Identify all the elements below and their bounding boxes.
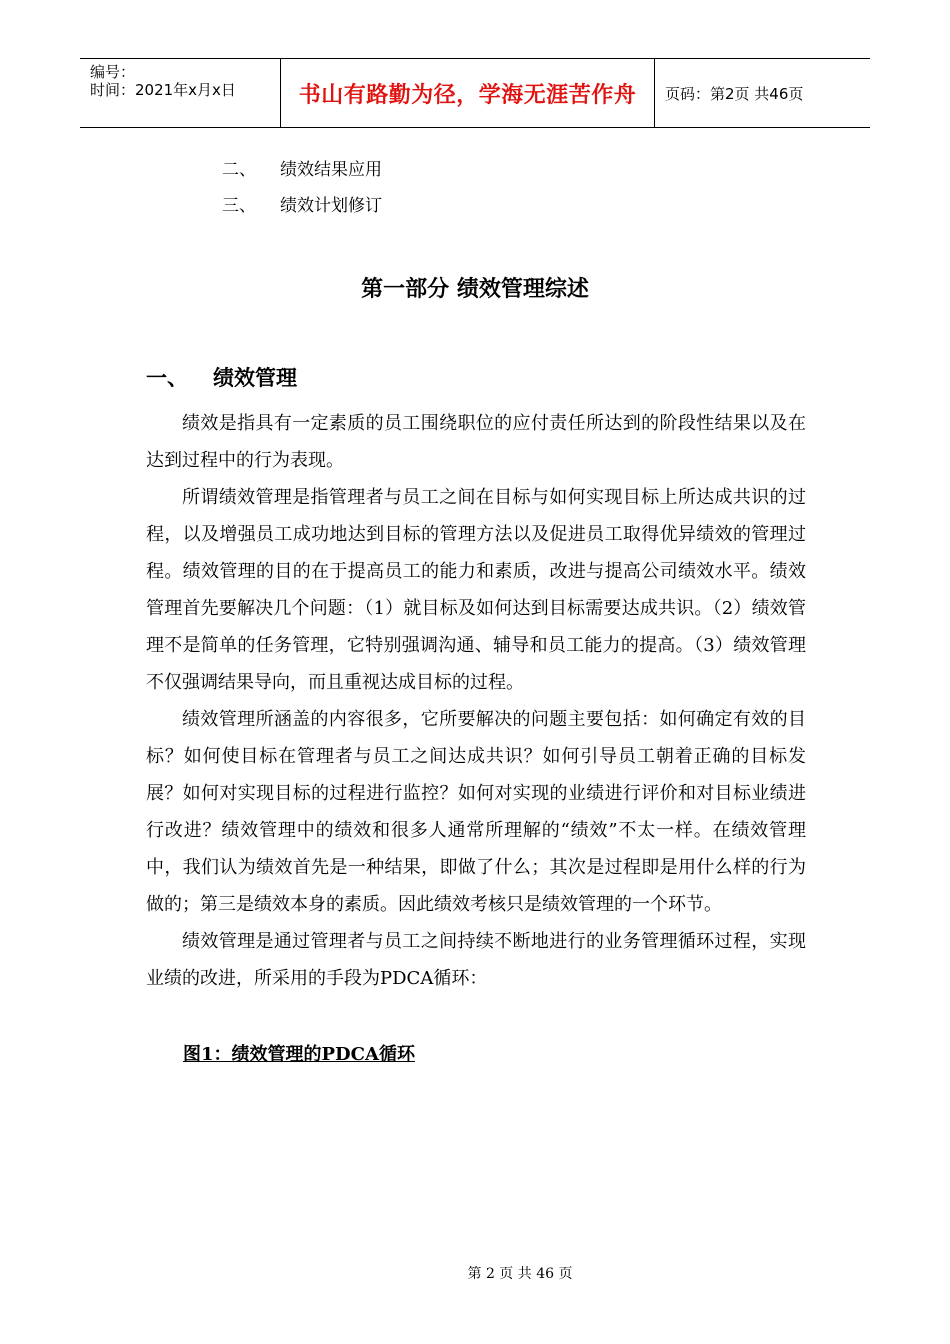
toc-item (222, 155, 382, 180)
header-meta-cell (80, 59, 281, 127)
toc-item (222, 191, 382, 216)
time-label: 时间：2021年x月x日 (90, 81, 236, 99)
figure-caption: 图1：绩效管理的PDCA循环 (183, 1044, 415, 1065)
header-table (80, 58, 870, 128)
toc-item-number: 二、 (222, 160, 256, 180)
section-number: 一、 (146, 366, 188, 390)
toc-item-label: 绩效结果应用 (280, 160, 382, 180)
section-heading (146, 362, 297, 392)
header-motto: 书山有路勤为径，学海无涯苦作舟 (281, 59, 655, 127)
toc-item-number: 三、 (222, 196, 256, 216)
toc-item-label: 绩效计划修订 (280, 196, 382, 216)
paragraph: 绩效管理是通过管理者与员工之间持续不断地进行的业务管理循环过程，实现业绩的改进，所采用的手段为PDCA循环： (146, 931, 806, 989)
header-page-info: 页码：第2页 共46页 (665, 84, 804, 103)
body-text (146, 405, 806, 997)
paragraph: 绩效管理所涵盖的内容很多，它所要解决的问题主要包括：如何确定有效的目标？如何使目标在管理者与员工之间达成共识？如何引导员工朝着正确的目标发展？如何对实现目标的过程进行监控？如何对实现的业绩进行评价和对目标业绩进行改进？绩效管理中的绩效和很多人通常所理解的“绩效”不太一样。在绩效管理中，我们认为绩效首先是一种结果，即做了什么；其次是过程即是用什么样的行为做的；第三是绩效本身的素质。因此绩效考核只是绩效管理的一个环节。 (146, 709, 806, 915)
paragraph: 所谓绩效管理是指管理者与员工之间在目标与如何实现目标上所达成共识的过程，以及增强员工成功地达到目标的管理方法以及促进员工取得优异绩效的管理过程。绩效管理的目的在于提高员工的能力和素质，改进与提高公司绩效水平。绩效管理首先要解决几个问题：（1）就目标及如何达到目标需要达成共识。（2）绩效管理不是简单的任务管理，它特别强调沟通、辅导和员工能力的提高。（3）绩效管理不仅强调结果导向，而且重视达成目标的过程。 (146, 487, 806, 693)
section-title: 绩效管理 (213, 366, 297, 390)
number-label: 编号： (90, 63, 136, 81)
part-title: 第一部分 绩效管理综述 (361, 277, 589, 302)
page-footer: 第 2 页 共 46 页 (467, 1266, 573, 1282)
paragraph: 绩效是指具有一定素质的员工围绕职位的应付责任所达到的阶段性结果以及在达到过程中的行为表现。 (146, 413, 806, 471)
